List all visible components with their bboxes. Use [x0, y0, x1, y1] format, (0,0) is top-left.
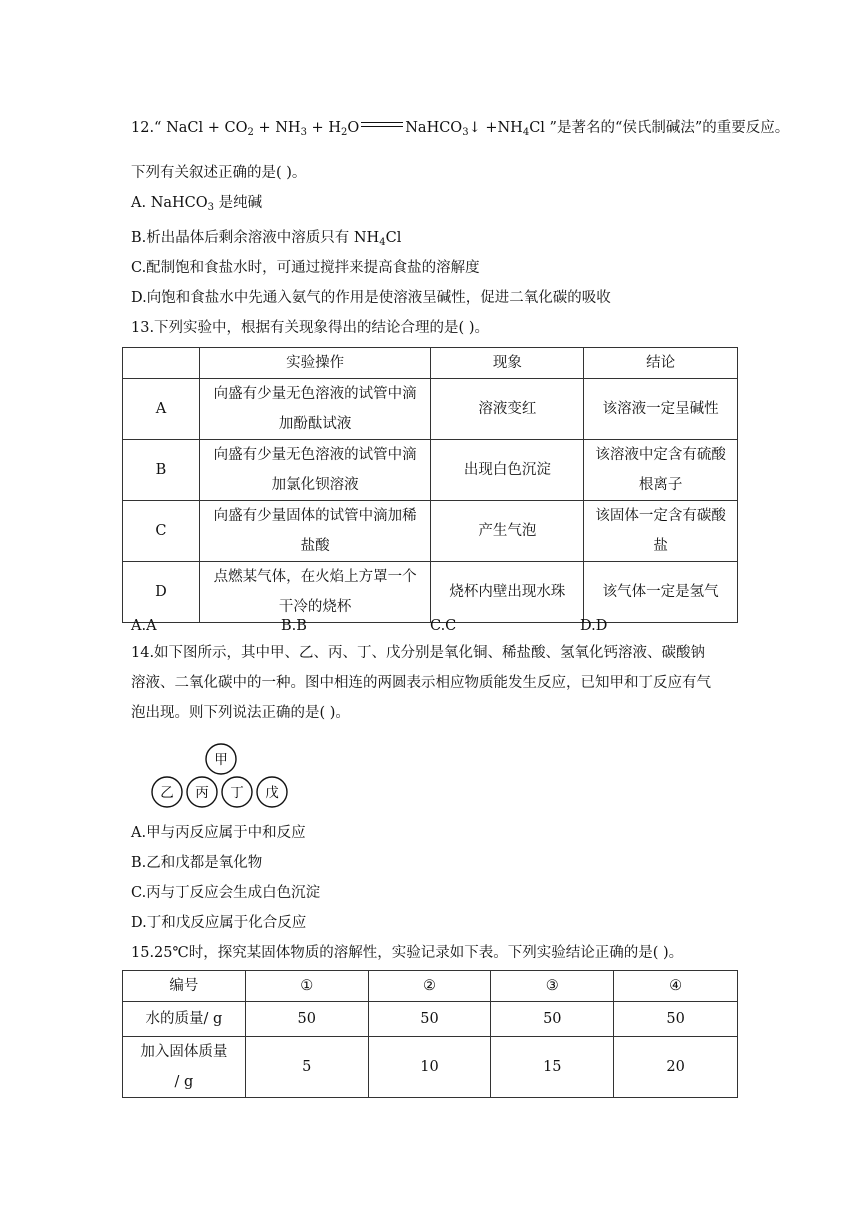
table-header-cell: ④ [614, 971, 738, 1002]
table-cell: 20 [614, 1037, 738, 1098]
circle-label-ding: 丁 [230, 785, 244, 801]
circle-label-yi: 乙 [160, 785, 174, 801]
row-label: 水的质量/ g [123, 1002, 246, 1037]
q14-stem-line1: 14.如下图所示，其中甲、乙、丙、丁、戊分别是氧化铜、稀盐酸、氢氧化钙溶液、碳酸钠 [131, 645, 706, 661]
phenomenon-cell: 出现白色沉淀 [431, 440, 584, 501]
operation-cell: 向盛有少量固体的试管中滴加稀 盐酸 [199, 501, 431, 562]
equals-sign [361, 120, 403, 130]
table-cell: 50 [245, 1002, 368, 1037]
row-label: B [123, 440, 200, 501]
table-cell: 50 [614, 1002, 738, 1037]
table-header-cell: ③ [491, 971, 614, 1002]
row-label: 加入固体质量 / g [123, 1037, 246, 1098]
q13-option-a[interactable]: A.A [131, 618, 157, 634]
q14-option-b[interactable]: B.乙和戊都是氧化物 [131, 855, 263, 871]
table-cell: 5 [245, 1037, 368, 1098]
operation-cell: 向盛有少量无色溶液的试管中滴 加酚酞试液 [199, 379, 431, 440]
q13-option-d[interactable]: D.D [580, 618, 608, 634]
q13-option-b[interactable]: B.B [281, 618, 307, 634]
table-header-row [123, 348, 738, 379]
conclusion-cell: 该气体一定是氢气 [584, 562, 738, 623]
q12-option-d[interactable]: D.向饱和食盐水中先通入氨气的作用是使溶液呈碱性，促进二氧化碳的吸收 [131, 290, 611, 306]
q12-option-a[interactable]: A. NaHCO$_3$ 是纯碱 [131, 195, 263, 213]
phenomenon-cell: 烧杯内壁出现水珠 [431, 562, 584, 623]
q13-option-c[interactable]: C.C [430, 618, 457, 634]
q13-question: 13.下列实验中，根据有关现象得出的结论合理的是( )。 [131, 320, 489, 336]
q12-stem: 12.“ NaCl + $CO_2 + NH_3 + H_2O$ NaHCO$_3$↓ $+NH_4Cl$ ”是著名的“侯氏制碱法”的重要反应。 [131, 120, 790, 138]
q15-table [122, 970, 738, 1098]
table-cell: 50 [368, 1002, 491, 1037]
reaction-circle-diagram [148, 740, 290, 810]
conclusion-cell: 该溶液中定含有硫酸 根离子 [584, 440, 738, 501]
table-row [123, 379, 738, 440]
q13-table [122, 347, 738, 623]
q14-stem-line3: 泡出现。则下列说法正确的是( )。 [131, 705, 350, 721]
q15-question: 15.25℃时，探究某固体物质的溶解性，实验记录如下表。下列实验结论正确的是( )。 [131, 945, 684, 961]
circle-diagram-svg [148, 740, 290, 810]
conclusion-cell: 该固体一定含有碳酸 盐 [584, 501, 738, 562]
table-row [123, 1037, 738, 1098]
table-header-cell: 结论 [584, 348, 738, 379]
table-row [123, 562, 738, 623]
q14-option-c[interactable]: C.丙与丁反应会生成白色沉淀 [131, 885, 321, 901]
q12-option-c[interactable]: C.配制饱和食盐水时，可通过搅拌来提高食盐的溶解度 [131, 260, 480, 276]
table-cell: 10 [368, 1037, 491, 1098]
circle-label-bing: 丙 [195, 785, 209, 801]
q14-option-d[interactable]: D.丁和戊反应属于化合反应 [131, 915, 307, 931]
table-header-cell: ① [245, 971, 368, 1002]
operation-cell: 点燃某气体，在火焰上方罩一个 干冷的烧杯 [199, 562, 431, 623]
table-cell: 15 [491, 1037, 614, 1098]
table-row [123, 1002, 738, 1037]
q12-question: 下列有关叙述正确的是( )。 [131, 165, 307, 181]
table-cell: 50 [491, 1002, 614, 1037]
table-header-cell: 实验操作 [199, 348, 431, 379]
table-row [123, 440, 738, 501]
q14-option-a[interactable]: A.甲与丙反应属于中和反应 [131, 825, 306, 841]
circle-label-wu: 戊 [265, 785, 279, 801]
circle-label-jia: 甲 [214, 752, 228, 768]
table-header-cell [123, 348, 200, 379]
conclusion-cell: 该溶液一定呈碱性 [584, 379, 738, 440]
row-label: A [123, 379, 200, 440]
row-label: D [123, 562, 200, 623]
row-label: C [123, 501, 200, 562]
table-header-cell: 现象 [431, 348, 584, 379]
q14-stem-line2: 溶液、二氧化碳中的一种。图中相连的两圆表示相应物质能发生反应，已知甲和丁反应有气 [131, 675, 711, 691]
phenomenon-cell: 产生气泡 [431, 501, 584, 562]
q12-option-b[interactable]: B.析出晶体后剩余溶液中溶质只有 $NH_4Cl$ [131, 230, 402, 248]
table-header-cell: 编号 [123, 971, 246, 1002]
table-row [123, 501, 738, 562]
operation-cell: 向盛有少量无色溶液的试管中滴 加氯化钡溶液 [199, 440, 431, 501]
q13-options [131, 618, 751, 638]
table-header-row [123, 971, 738, 1002]
phenomenon-cell: 溶液变红 [431, 379, 584, 440]
table-header-cell: ② [368, 971, 491, 1002]
